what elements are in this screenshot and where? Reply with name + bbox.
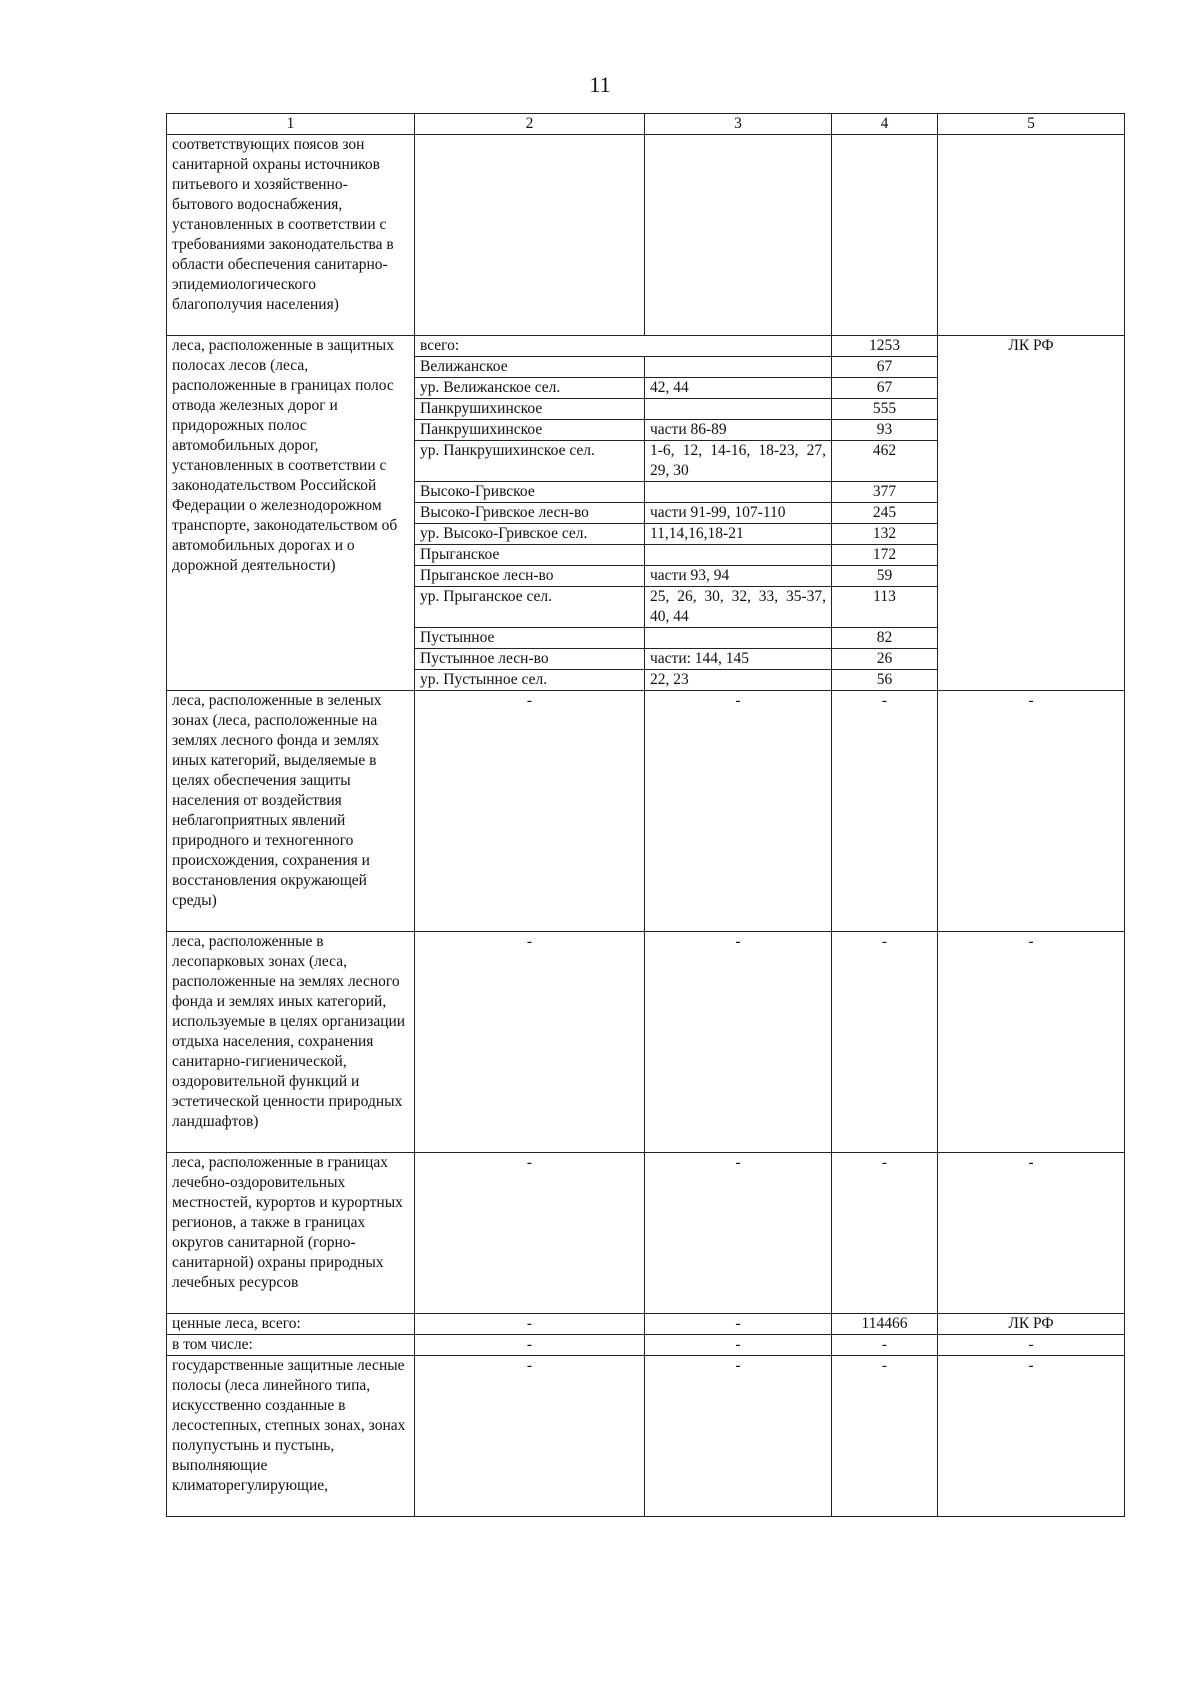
forest-unit-parts — [645, 482, 832, 503]
forest-unit-parts — [645, 628, 832, 649]
empty-cell — [645, 135, 832, 336]
forest-unit-area: 172 — [832, 545, 938, 566]
empty-cell — [938, 135, 1125, 336]
forest-unit-name: Панкрушихинское — [415, 399, 645, 420]
forest-unit-name: ур. Прыганское сел. — [415, 587, 645, 628]
forest-unit-parts: 42, 44 — [645, 378, 832, 399]
dash-cell: - — [415, 932, 645, 1153]
forest-unit-name: Велижанское — [415, 357, 645, 378]
table-row — [167, 1335, 1125, 1356]
forest-category-table — [166, 113, 1125, 1517]
forest-unit-name: Панкрушихинское — [415, 420, 645, 441]
forest-unit-parts: 11,14,16,18-21 — [645, 524, 832, 545]
dash-cell: - — [415, 1314, 645, 1335]
table-row — [167, 1356, 1125, 1517]
header-col-3: 3 — [645, 114, 832, 135]
table-header-row — [167, 114, 1125, 135]
forest-unit-parts — [645, 545, 832, 566]
category-text: леса, расположенные в защитных полосах лесов (леса, расположенные в границах полос отвода железных дорог и придорожных полос автомобильных дорог, установленных в соответствии с законодательством Российской Федерации о железнодорожном транспорте, законодательством об автомобильных дорогах и о дорожной деятельности) — [167, 336, 415, 691]
dash-cell: - — [938, 1153, 1125, 1314]
forest-unit-area: 67 — [832, 357, 938, 378]
forest-unit-parts: части: 144, 145 — [645, 649, 832, 670]
table-row — [167, 135, 1125, 336]
forest-unit-area: 132 — [832, 524, 938, 545]
empty-cell — [415, 135, 645, 336]
category-text: ценные леса, всего: — [167, 1314, 415, 1335]
forest-unit-area: 82 — [832, 628, 938, 649]
forest-unit-name: Пустынное — [415, 628, 645, 649]
forest-unit-parts — [645, 357, 832, 378]
header-col-5: 5 — [938, 114, 1125, 135]
forest-unit-name: ур. Панкрушихинское сел. — [415, 441, 645, 482]
dash-cell: - — [645, 1153, 832, 1314]
dash-cell: - — [645, 1356, 832, 1517]
dash-cell: - — [832, 691, 938, 932]
forest-unit-area: 113 — [832, 587, 938, 628]
forest-unit-name: ур. Пустынное сел. — [415, 670, 645, 691]
forest-unit-name: Прыганское — [415, 545, 645, 566]
category-text: леса, расположенные в лесопарковых зонах (леса, расположенные на землях лесного фонда и землях иных категорий, используемые в целях организации отдыха населения, сохранения санитарно-гигиенической, оздоровительной функций и эстетической ценности природных ландшафтов) — [167, 932, 415, 1153]
forest-unit-parts: 22, 23 — [645, 670, 832, 691]
forest-unit-name: ур. Велижанское сел. — [415, 378, 645, 399]
dash-cell: - — [415, 1335, 645, 1356]
forest-unit-name: Прыганское лесн-во — [415, 566, 645, 587]
category-text: леса, расположенные в зеленых зонах (леса, расположенные на землях лесного фонда и землях иных категорий, выделяемые в целях обеспечения защиты населения от воздействия неблагоприятных явлений природного и техногенного происхождения, сохранения и восстановления окружающей среды) — [167, 691, 415, 932]
forest-unit-parts: 25, 26, 30, 32, 33, 35-37, 40, 44 — [645, 587, 832, 628]
dash-cell: - — [832, 1153, 938, 1314]
forest-unit-parts — [645, 399, 832, 420]
table-row — [167, 1153, 1125, 1314]
forest-unit-area: 245 — [832, 503, 938, 524]
table-row — [167, 336, 1125, 357]
table-row — [167, 932, 1125, 1153]
dash-cell: - — [938, 1356, 1125, 1517]
empty-cell — [832, 135, 938, 336]
legal-basis: ЛК РФ — [938, 1314, 1125, 1335]
category-text: государственные защитные лесные полосы (леса линейного типа, искусственно созданные в лесостепных, степных зонах, зонах полупустынь и пустынь, выполняющие климаторегулирующие, — [167, 1356, 415, 1517]
legal-basis: ЛК РФ — [938, 336, 1125, 691]
dash-cell: - — [832, 1335, 938, 1356]
forest-unit-name: Высоко-Гривское — [415, 482, 645, 503]
dash-cell: - — [645, 1335, 832, 1356]
valuable-area: 114466 — [832, 1314, 938, 1335]
header-col-1: 1 — [167, 114, 415, 135]
dash-cell: - — [645, 691, 832, 932]
dash-cell: - — [938, 691, 1125, 932]
forest-unit-area: 93 — [832, 420, 938, 441]
forest-unit-area: 59 — [832, 566, 938, 587]
forest-unit-name: Высоко-Гривское лесн-во — [415, 503, 645, 524]
total-area: 1253 — [832, 336, 938, 357]
forest-unit-area: 555 — [832, 399, 938, 420]
header-col-4: 4 — [832, 114, 938, 135]
table-row — [167, 691, 1125, 932]
total-label: всего: — [415, 336, 832, 357]
dash-cell: - — [415, 1153, 645, 1314]
dash-cell: - — [938, 1335, 1125, 1356]
dash-cell: - — [832, 1356, 938, 1517]
dash-cell: - — [832, 932, 938, 1153]
header-col-2: 2 — [415, 114, 645, 135]
table-row — [167, 1314, 1125, 1335]
forest-unit-parts: части 91-99, 107-110 — [645, 503, 832, 524]
forest-unit-area: 56 — [832, 670, 938, 691]
dash-cell: - — [415, 691, 645, 932]
dash-cell: - — [415, 1356, 645, 1517]
dash-cell: - — [938, 932, 1125, 1153]
forest-unit-parts: части 86-89 — [645, 420, 832, 441]
page-number: 11 — [589, 72, 611, 97]
dash-cell: - — [645, 1314, 832, 1335]
forest-unit-area: 26 — [832, 649, 938, 670]
category-text: в том числе: — [167, 1335, 415, 1356]
forest-unit-parts: части 93, 94 — [645, 566, 832, 587]
forest-unit-name: ур. Высоко-Гривское сел. — [415, 524, 645, 545]
forest-unit-area: 377 — [832, 482, 938, 503]
category-text: соответствующих поясов зон санитарной охраны источников питьевого и хозяйственно-бытового водоснабжения, установленных в соответствии с требованиями законодательства в области обеспечения санитарно-эпидемиологического благополучия населения) — [167, 135, 415, 336]
forest-unit-area: 462 — [832, 441, 938, 482]
dash-cell: - — [645, 932, 832, 1153]
forest-unit-area: 67 — [832, 378, 938, 399]
forest-unit-parts: 1-6, 12, 14-16, 18-23, 27, 29, 30 — [645, 441, 832, 482]
category-text: леса, расположенные в границах лечебно-оздоровительных местностей, курортов и курортных регионов, а также в границах округов санитарной (горно-санитарной) охраны природных лечебных ресурсов — [167, 1153, 415, 1314]
forest-unit-name: Пустынное лесн-во — [415, 649, 645, 670]
